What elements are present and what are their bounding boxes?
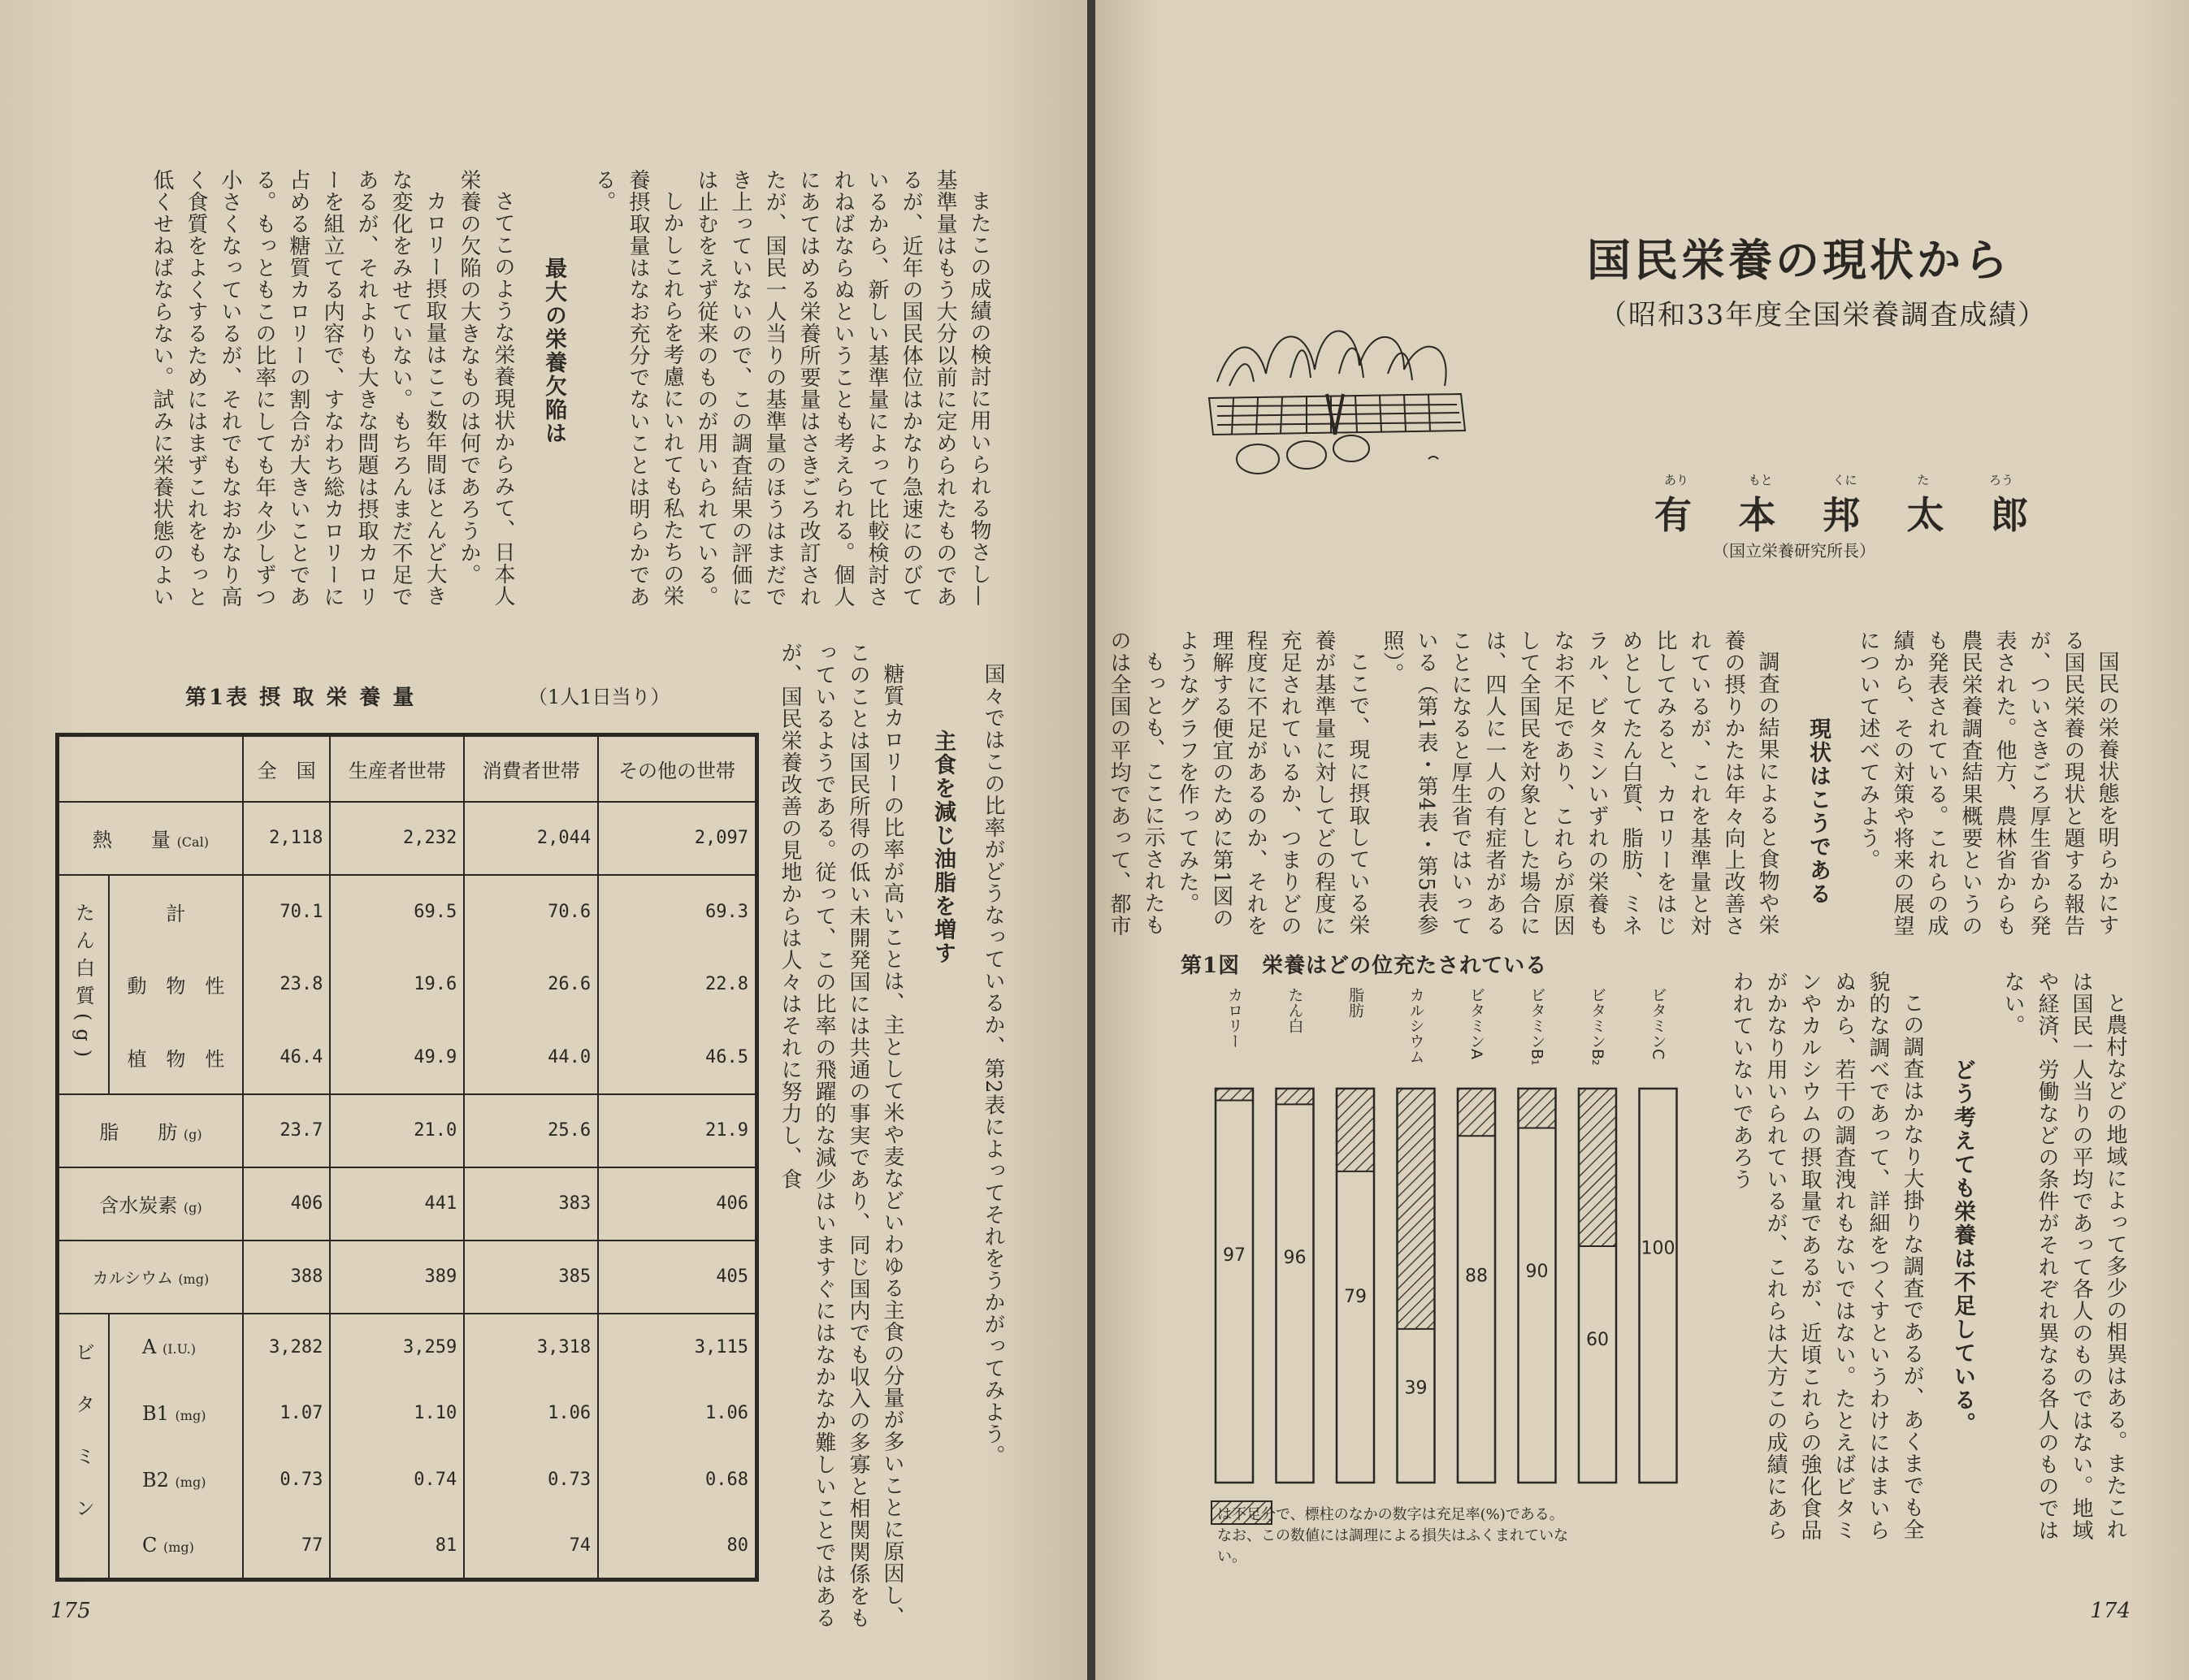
- current-paragraph-3: もっとも、ここに示されたものは全国の平均であって、都市: [1107, 630, 1165, 937]
- upper-right-tail: と農村などの地域によって多少の相異はある。またこれは国民一人当りの平均であって各人のものではない。地域や経済、労働などの条件がそれぞれ異なる各人のものではない。: [2000, 971, 2127, 1541]
- row-label: 植 物 性: [109, 1021, 243, 1094]
- bar-value-label: 88: [1465, 1266, 1488, 1287]
- table-cell: 1.06: [598, 1380, 756, 1447]
- intake-table: [55, 733, 759, 1582]
- table-cell: 441: [330, 1167, 464, 1241]
- figure-1-chart: [1144, 979, 1675, 1572]
- table-row: [58, 802, 757, 875]
- table-cell: 69.3: [598, 875, 756, 948]
- right-lower-text: [1677, 971, 2132, 1556]
- table-cell: 23.7: [243, 1094, 331, 1167]
- bar-outline: [1519, 1089, 1556, 1483]
- table-row: [58, 1241, 757, 1314]
- page-number-right: 174: [2090, 1599, 2130, 1623]
- current-paragraph-1: 調査の結果によると食物や栄養の摂りかたは年々向上改善されているが、これを基準量と対比してみると、カロリーをはじめとしてたん白質、脂肪、ミネラル、ビタミンいずれの栄養もなお不足であり、これらが原因して全国民を対象とした場合には、四人に一人の有症者があることになると厚生省ではいっている（第1表・第4表・第5表参照）。: [1380, 630, 1779, 937]
- left-page: [0, 0, 1087, 1680]
- table-cell: 22.8: [598, 948, 756, 1021]
- deficit-segment: [1216, 1089, 1253, 1101]
- deficit-segment: [1458, 1089, 1495, 1136]
- left-top-paragraph-1: またこの成績の検討に用いられる物さし—基準量はもう大分以前に定められたものであるが、近年の国民体位はかなり急速にのびているから、新しい基準量によって比較検討されねばならぬということも考えられる。個人にあてはめる栄養所要量はさきごろ改訂されたが、国民一人当りの基準量のほうはまだでき上っていないので、この調査結果の評価には止むをえず従来のものが用いられている。: [694, 169, 991, 608]
- author-affiliation: （国立栄養研究所長）: [1713, 541, 1875, 561]
- row-label: B1 (mg): [142, 1401, 206, 1425]
- table-cell: 69.5: [330, 875, 464, 948]
- row-label: 含水炭素 (g): [58, 1167, 243, 1241]
- table-cell: 70.1: [243, 875, 331, 948]
- category-label: カルシウム: [1407, 987, 1425, 1064]
- vegetable-illustration: [1185, 309, 1493, 496]
- bar-value-label: 90: [1525, 1261, 1549, 1282]
- group-vitamin: ビタミン: [58, 1314, 110, 1580]
- table-cell: 0.73: [243, 1447, 331, 1513]
- category-label: ビタミンA: [1467, 987, 1485, 1059]
- category-label: ビタミンB₁: [1528, 987, 1546, 1066]
- table-cell: 405: [598, 1241, 756, 1314]
- row-label: カルシウム (mg): [58, 1241, 243, 1314]
- deficit-segment: [1277, 1089, 1314, 1104]
- bar-outline: [1216, 1089, 1253, 1483]
- row-label: 動 物 性: [127, 975, 225, 998]
- table-cell: 385: [464, 1241, 598, 1314]
- intro-paragraph: 国民の栄養状態を明らかにする国民栄養の現状と題する報告が、ついさきごろ厚生省から発表された。他方、農林省からも農民栄養調査結果概要というのも発表されている。これらの成績から、その対策や将来の展望について述べてみよう。: [1856, 630, 2119, 937]
- category-label: 脂肪: [1346, 987, 1364, 1018]
- table-cell: 2,044: [464, 802, 598, 875]
- table-cell: 80: [598, 1513, 756, 1580]
- table-cell: 388: [243, 1241, 331, 1314]
- bar-value-label: 39: [1404, 1378, 1428, 1399]
- table-cell: 2,097: [598, 802, 756, 875]
- table-cell: 3,115: [598, 1314, 756, 1380]
- row-label: 熱 量 (Cal): [58, 802, 243, 875]
- table-unit-note: （1人1日当り）: [528, 686, 670, 708]
- table-cell: 26.6: [464, 948, 598, 1021]
- article-title: 国民栄養の現状から: [1587, 234, 2011, 286]
- row-label: A (I.U.): [142, 1336, 196, 1358]
- bar-value-label: 79: [1344, 1286, 1367, 1307]
- table-title: 第1表 摂 取 栄 養 量: [185, 686, 417, 710]
- author-name: 有 本 邦 太 郎: [1654, 493, 2028, 537]
- row-label: 計: [166, 902, 186, 925]
- table-cell: 1.10: [330, 1380, 464, 1447]
- bar-outline: [1277, 1089, 1314, 1483]
- table-cell: 3,318: [464, 1314, 598, 1380]
- table-row: [58, 1021, 757, 1094]
- table-cell: 2,118: [243, 802, 331, 875]
- table-cell: 0.73: [464, 1447, 598, 1513]
- table-cell: 2,232: [330, 802, 464, 875]
- table-cell: 3,282: [243, 1314, 331, 1380]
- max-deficit-paragraph-1: さてこのような栄養現状からみて、日本人栄養の欠陥の大きなものは何であろうか。: [457, 169, 515, 607]
- figure-legend-note: は不足分で、標柱のなかの数字は充足率(%)である。なお、この数値には調理による損失はふくまれていない。: [1217, 1506, 1568, 1565]
- insufficient-paragraph: この調査はかなり大掛りな調査であるが、あくまでも全貌的な調べであって、詳細をつくすというわけにはまいらぬから、若干の調査洩れもないではない。たとえばビタミンやカルシウムの摂取量であるが、近頃これらの強化食品がかなり用いられているが、これらは大方この成績にあらわれていないであろう: [1729, 971, 1924, 1541]
- author-ruby: あり もと くに た ろう: [1664, 473, 2013, 487]
- figure-title: 第1図 栄養はどの位充たされている: [1181, 954, 1548, 978]
- table-row: [58, 948, 757, 1021]
- table-cell: 1.06: [464, 1380, 598, 1447]
- deficit-segment: [1579, 1089, 1616, 1246]
- heading-insufficient: どう考えても栄養は不足している。: [1950, 1059, 1975, 1435]
- column-header: 全 国: [243, 735, 331, 802]
- table-cell: 44.0: [464, 1021, 598, 1094]
- page-number-left: 175: [50, 1599, 91, 1623]
- max-deficit-paragraph-2: カロリー摂取量はここ数年間ほとんど大きな変化をみせていない。もちろんまだ不足であるが、それよりも大きな問題は摂取カロリーを組立てる内容で、すなわち総カロリーに占める糖質カロリーの割合が大きいことである。もっともこの比率にしても年々少しずつ小さくなっているが、それでもなおかなり高く食質をよくするためにはまずこれをもっと低くせねばならない。試みに栄養状態のよい: [150, 169, 447, 608]
- left-top-paragraph-2: しかしこれらを考慮にいれても私たちの栄養摂取量はなお充分でないことは明らかである。: [592, 169, 684, 608]
- column-header: 生産者世帯: [330, 735, 464, 802]
- table-cell: 74: [464, 1513, 598, 1580]
- table-cell: 406: [598, 1167, 756, 1241]
- table-cell: 77: [243, 1513, 331, 1580]
- current-paragraph-2: ここで、現に摂取している栄養が基準量に対してどの程度に充足されているか、つまりどの程度に不足があるのか、それを理解する便宜のために第1図のようなグラフを作ってみた。: [1175, 630, 1370, 937]
- table-row: [58, 1447, 757, 1513]
- table-cell: 81: [330, 1513, 464, 1580]
- table-cell: 46.5: [598, 1021, 756, 1094]
- table-cell: 21.0: [330, 1094, 464, 1167]
- staple-paragraph: 糖質カロリーの比率が高いことは、主として米や麦などいわゆる主食の分量が多いことに原因し、このことは国民所得の低い未開発国には共通の事実であり、同じ国内でも収入の多寡と相関関係をもっているようである。従って、この比率の飛躍的な減少はいますぐにはなかなか難しいことではあるが、国民栄養改善の見地からは人々はそれに努力し、食: [778, 642, 904, 1629]
- table-row: [58, 1513, 757, 1580]
- table-cell: 23.8: [243, 948, 331, 1021]
- deficit-segment: [1337, 1089, 1374, 1171]
- category-label: ビタミンC: [1649, 987, 1667, 1060]
- table-cell: 1.07: [243, 1380, 331, 1447]
- table-header-row: [58, 735, 757, 802]
- heading-staple: 主食を減じ油脂を増す: [930, 730, 956, 965]
- bar-value-label: 96: [1283, 1247, 1307, 1268]
- bar-value-label: 60: [1586, 1330, 1609, 1351]
- table-cell: 383: [464, 1167, 598, 1241]
- bar-outline: [1640, 1089, 1677, 1483]
- table-cell: 389: [330, 1241, 464, 1314]
- table-row: [58, 1380, 757, 1447]
- heading-max-deficit: 最大の栄養欠陥は: [541, 257, 566, 445]
- middle-intro: 国々ではこの比率がどうなっているか、第2表によってそれをうかがってみよう。: [981, 663, 1005, 1467]
- heading-current: 現状はこうである: [1805, 717, 1831, 906]
- right-page: [1095, 0, 2189, 1680]
- table-row: [58, 1094, 757, 1167]
- table-cell: 21.9: [598, 1094, 756, 1167]
- deficit-segment: [1519, 1089, 1556, 1128]
- column-header: 消費者世帯: [464, 735, 598, 802]
- table-row: [58, 875, 757, 948]
- table-corner-cell: [58, 735, 243, 802]
- group-protein: たん白質(g): [58, 875, 110, 1094]
- category-label: たん白: [1285, 987, 1304, 1033]
- category-label: ビタミンB₂: [1589, 987, 1606, 1066]
- row-label: C (mg): [142, 1534, 194, 1557]
- deficit-segment: [1398, 1089, 1435, 1329]
- table-cell: 3,259: [330, 1314, 464, 1380]
- row-label: 脂 肪 (g): [58, 1094, 243, 1167]
- article-subtitle: （昭和33年度全国栄養調査成績）: [1599, 299, 2048, 331]
- left-top-text: [145, 169, 996, 624]
- right-upper-text: [1107, 630, 2124, 946]
- table-cell: 19.6: [330, 948, 464, 1021]
- table-cell: 0.68: [598, 1447, 756, 1513]
- bar-value-label: 100: [1641, 1238, 1675, 1259]
- table-cell: 46.4: [243, 1021, 331, 1094]
- table-cell: 25.6: [464, 1094, 598, 1167]
- row-label: B2 (mg): [142, 1468, 206, 1492]
- table-cell: 49.9: [330, 1021, 464, 1094]
- category-label: カロリー: [1225, 987, 1243, 1049]
- table-row: [58, 1314, 757, 1380]
- table-cell: 406: [243, 1167, 331, 1241]
- bar-value-label: 97: [1223, 1245, 1246, 1266]
- table-cell: 70.6: [464, 875, 598, 948]
- table-cell: 0.74: [330, 1447, 464, 1513]
- table-row: [58, 1167, 757, 1241]
- column-header: その他の世帯: [598, 735, 756, 802]
